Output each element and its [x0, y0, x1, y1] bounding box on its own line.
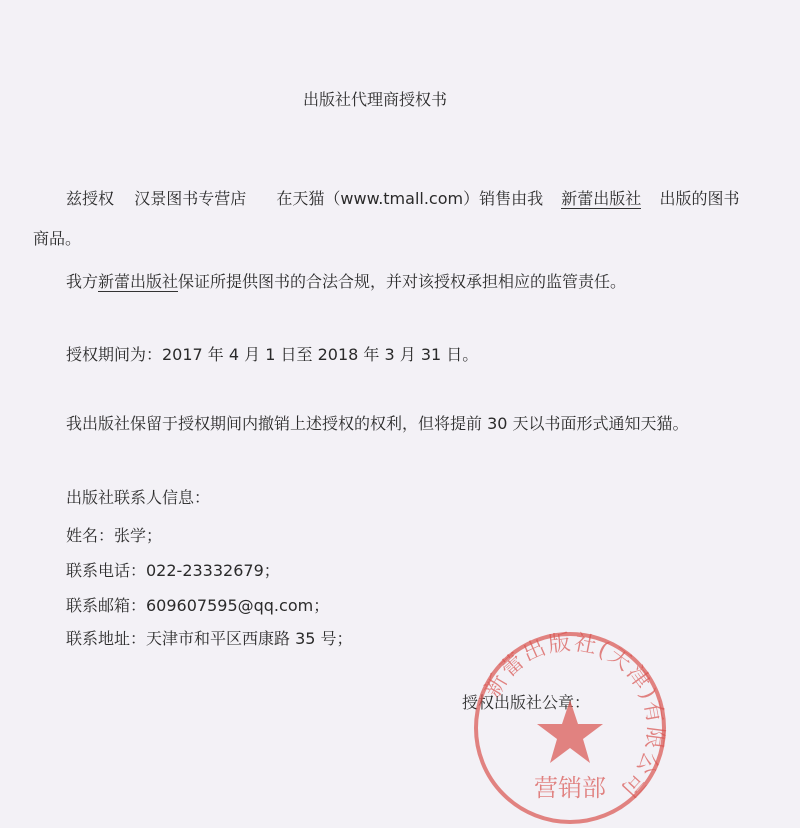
resp-rest: 保证所提供图书的合法合规，并对该授权承担相应的监管责任。 [178, 272, 627, 291]
revocation-clause: 我出版社保留于授权期间内撤销上述授权的权利，但将提前 30 天以书面形式通知天猫。 [66, 414, 689, 433]
store-name: 汉景图书专营店 [134, 189, 247, 208]
seal-star-icon [537, 700, 603, 763]
contact-email: 联系邮箱：609607595@qq.com； [66, 596, 330, 615]
publisher-name-underlined-2: 新蕾出版社 [98, 272, 179, 291]
contact-phone: 联系电话：022-23332679； [66, 561, 280, 580]
seal-ring-text: 新蕾出版社(天津)有限公司 [480, 630, 668, 803]
publisher-name-underlined: 新蕾出版社 [561, 189, 642, 208]
auth-prefix: 兹授权 [66, 189, 115, 208]
paragraph-authorization [66, 189, 740, 209]
paragraph-responsibility [66, 272, 626, 292]
paragraph-authorization-cont: 商品。 [33, 229, 82, 248]
seal-bottom-text: 营销部 [534, 774, 606, 802]
contact-address: 联系地址：天津市和平区西康路 35 号； [66, 629, 353, 648]
seal-label: 授权出版社公章： [462, 693, 591, 712]
contact-name: 姓名：张学； [66, 526, 163, 545]
contact-heading: 出版社联系人信息： [66, 488, 211, 507]
auth-suffix: 出版的图书 [659, 189, 740, 208]
resp-prefix: 我方 [66, 272, 99, 291]
auth-middle: 在天猫（www.tmall.com）销售由我 [276, 189, 544, 208]
authorization-period: 授权期间为：2017 年 4 月 1 日至 2018 年 3 月 31 日。 [66, 345, 479, 364]
company-seal-stamp [470, 628, 670, 828]
document-title: 出版社代理商授权书 [303, 90, 448, 109]
